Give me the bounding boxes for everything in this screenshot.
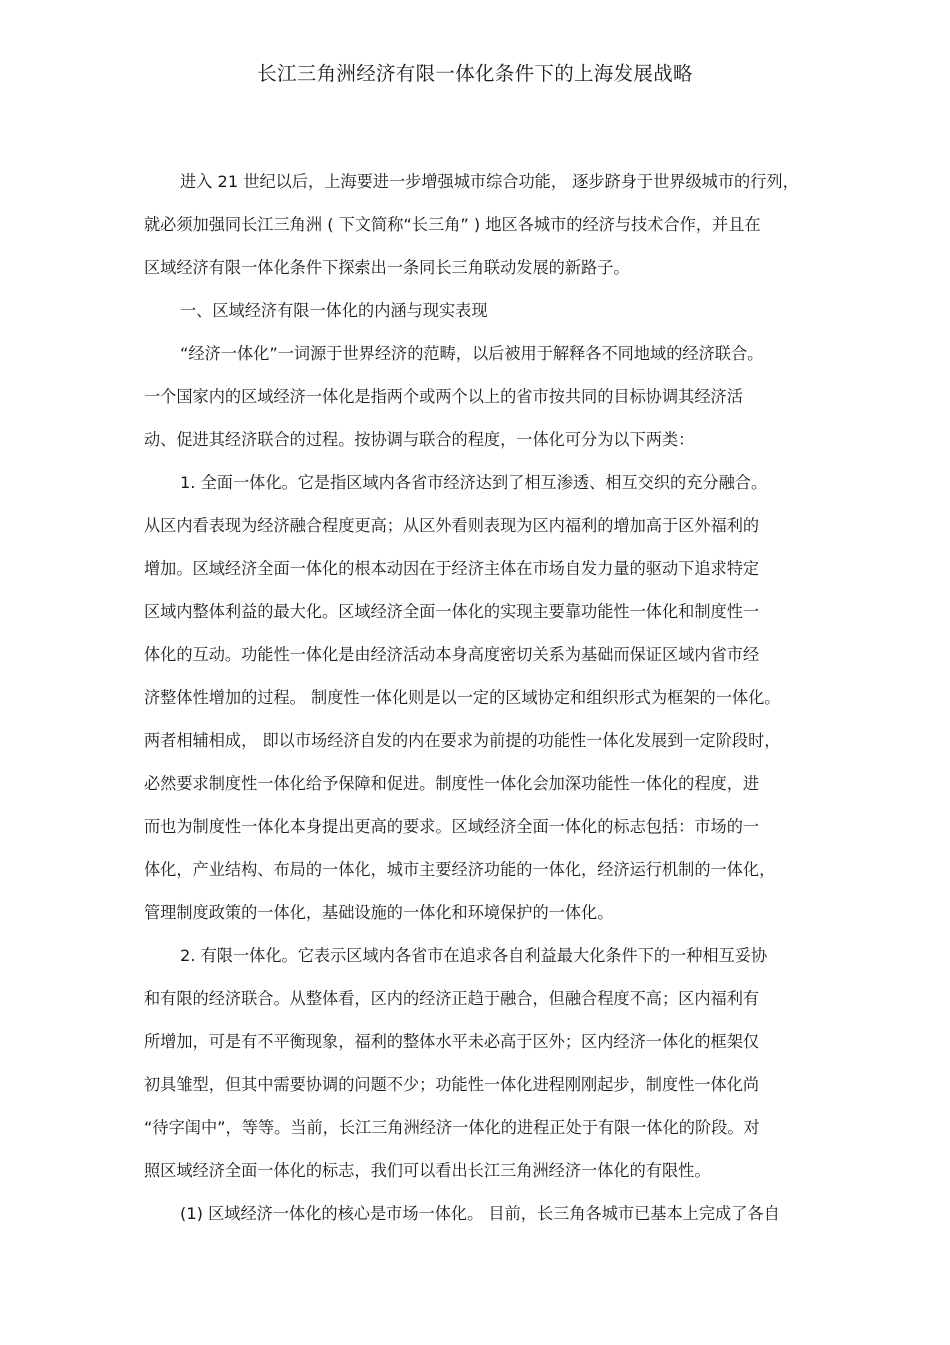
paragraph-line: 就必须加强同长江三角洲 ( 下文简称“长三角” ) 地区各城市的经济与技术合作，并且在: [144, 215, 761, 234]
paragraph-line: 必然要求制度性一体化给予保障和促进。制度性一体化会加深功能性一体化的程度，进: [144, 774, 760, 793]
paragraph-line: 管理制度政策的一体化，基础设施的一体化和环境保护的一体化。: [144, 903, 614, 922]
paragraph-line: 体化，产业结构、布局的一体化，城市主要经济功能的一体化，经济运行机制的一体化，: [144, 860, 776, 879]
paragraph-line: 和有限的经济联合。从整体看，区内的经济正趋于融合，但融合程度不高；区内福利有: [144, 989, 760, 1008]
paragraph-line: 进入 21 世纪以后，上海要进一步增强城市综合功能， 逐步跻身于世界级城市的行列，: [180, 172, 799, 191]
paragraph-line: 所增加，可是有不平衡现象，福利的整体水平未必高于区外；区内经济一体化的框架仅: [144, 1032, 760, 1051]
paragraph-line: 从区内看表现为经济融合程度更高；从区外看则表现为区内福利的增加高于区外福利的: [144, 516, 760, 535]
paragraph-line: 区域内整体利益的最大化。区域经济全面一体化的实现主要靠功能性一体化和制度性一: [144, 602, 760, 621]
paragraph-line: 一个国家内的区域经济一体化是指两个或两个以上的省市按共同的目标协调其经济活: [144, 387, 743, 406]
paragraph-line: 而也为制度性一体化本身提出更高的要求。区域经济全面一体化的标志包括：市场的一: [144, 817, 760, 836]
paragraph-line: (1) 区域经济一体化的核心是市场一体化。 目前，长三角各城市已基本上完成了各自: [180, 1204, 780, 1223]
paragraph-line: 2. 有限一体化。它表示区域内各省市在追求各自利益最大化条件下的一种相互妥协: [180, 946, 768, 965]
paragraph-line: 两者相辅相成， 即以市场经济自发的内在要求为前提的功能性一体化发展到一定阶段时，: [144, 731, 781, 750]
paragraph-line: 初具雏型，但其中需要协调的问题不少；功能性一体化进程刚刚起步，制度性一体化尚: [144, 1075, 760, 1094]
paragraph-line: 1. 全面一体化。它是指区域内各省市经济达到了相互渗透、相互交织的充分融合。: [180, 473, 768, 492]
paragraph-line: 动、促进其经济联合的过程。按协调与联合的程度，一体化可分为以下两类：: [144, 430, 695, 449]
paragraph-line: 区域经济有限一体化条件下探索出一条同长三角联动发展的新路子。: [144, 258, 630, 277]
paragraph-line: “待字闺中”，等等。当前，长江三角洲经济一体化的进程正处于有限一体化的阶段。对: [144, 1118, 760, 1137]
section-heading: 一、区域经济有限一体化的内涵与现实表现: [180, 301, 488, 320]
paragraph-line: 照区域经济全面一体化的标志，我们可以看出长江三角洲经济一体化的有限性。: [144, 1161, 711, 1180]
document-title: 长江三角洲经济有限一体化条件下的上海发展战略: [257, 62, 693, 85]
paragraph-line: 体化的互动。功能性一体化是由经济活动本身高度密切关系为基础而保证区域内省市经: [144, 645, 760, 664]
paragraph-line: 增加。区域经济全面一体化的根本动因在于经济主体在市场自发力量的驱动下追求特定: [144, 559, 760, 578]
paragraph-line: 济整体性增加的过程。 制度性一体化则是以一定的区域协定和组织形式为框架的一体化。: [144, 688, 781, 707]
paragraph-line: “经济一体化”一词源于世界经济的范畴，以后被用于解释各不同地域的经济联合。: [180, 344, 764, 363]
